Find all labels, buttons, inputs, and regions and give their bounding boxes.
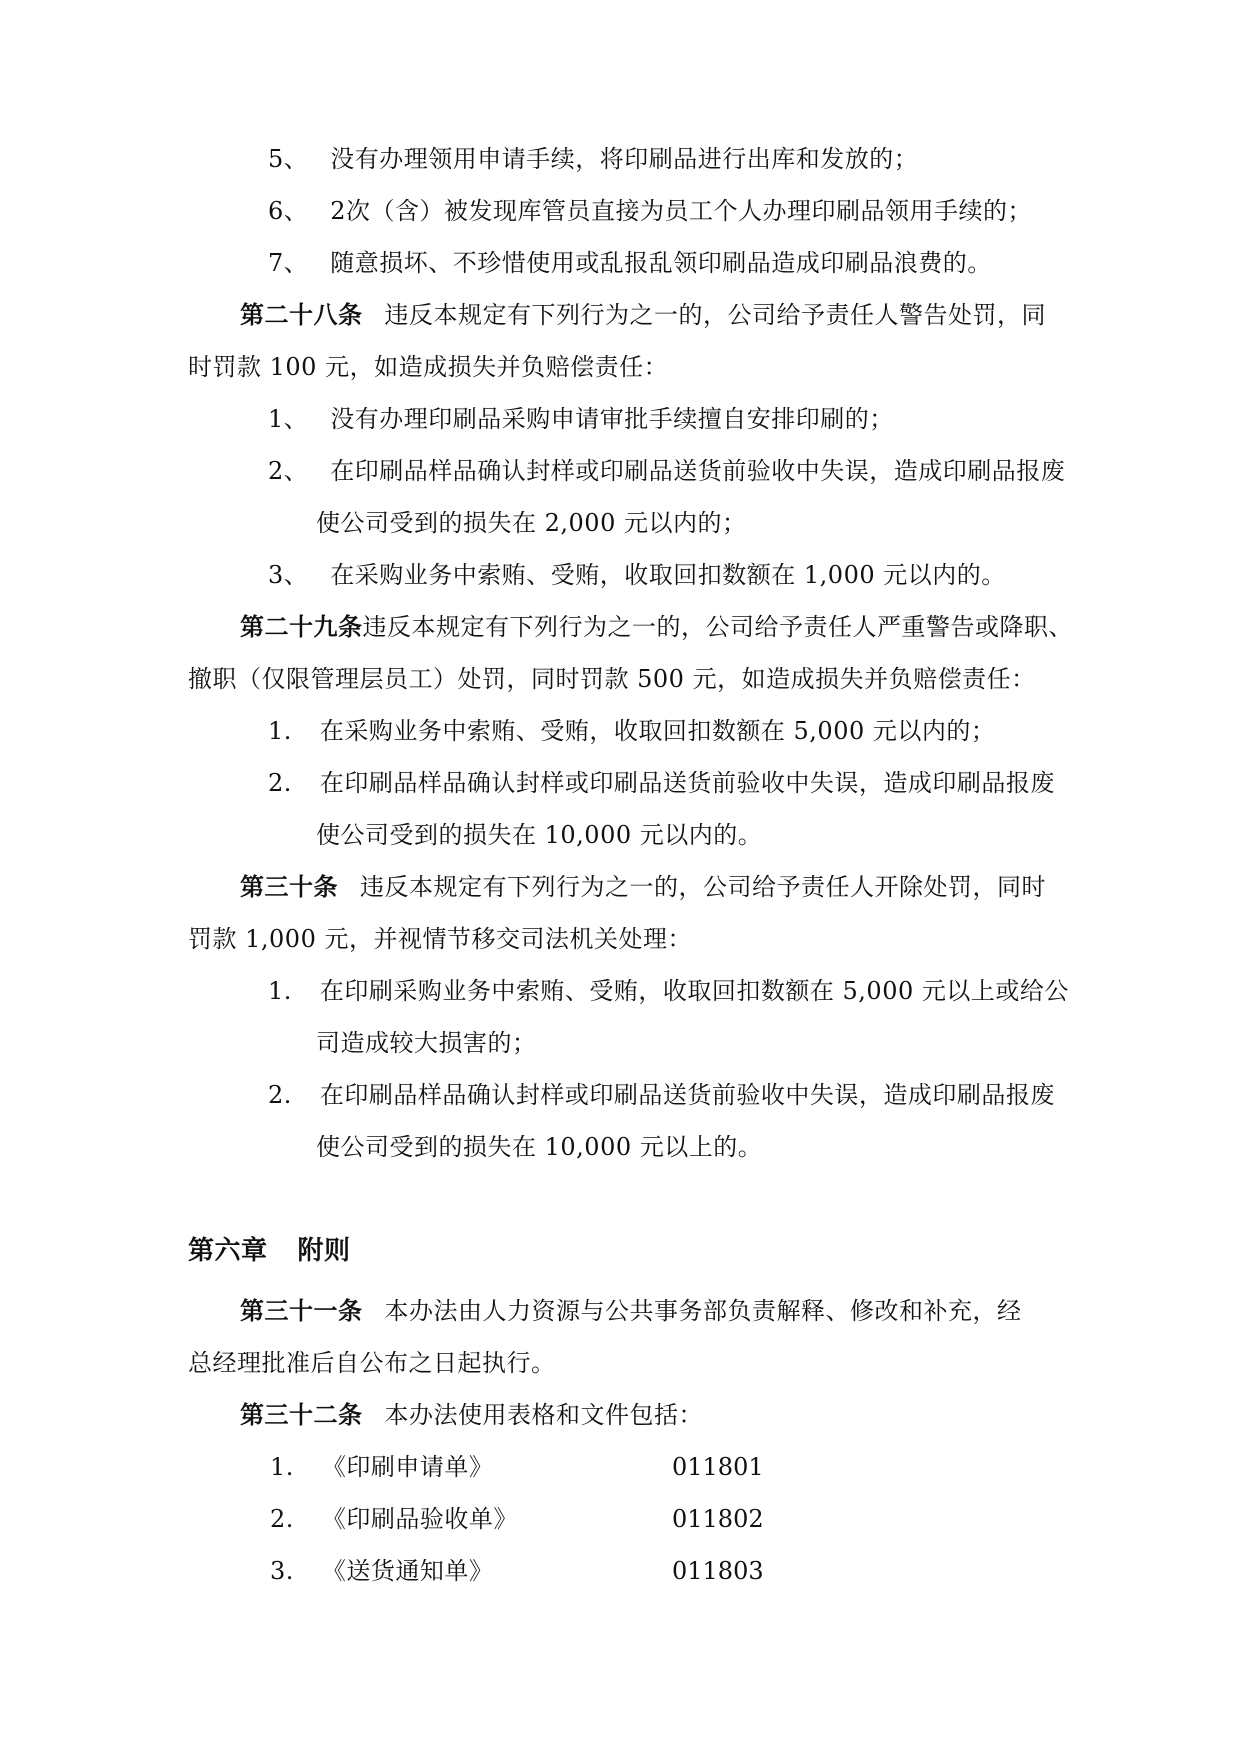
form-code: 011802 xyxy=(672,1505,764,1533)
item-text: 在采购业务中索贿、受贿，收取回扣数额在 1,000 元以内的。 xyxy=(330,561,1006,589)
item-continuation: 使公司受到的损失在 10,000 元以上的。 xyxy=(316,1133,763,1161)
list-item xyxy=(268,768,1055,798)
form-name: 《印刷申请单》 xyxy=(321,1453,494,1481)
item-number: 1、 xyxy=(268,405,309,433)
form-item xyxy=(270,1556,493,1586)
list-item xyxy=(268,716,995,746)
list-item xyxy=(268,976,1069,1006)
list-item xyxy=(268,196,1032,226)
item-text: 2次（含）被发现库管员直接为员工个人办理印刷品领用手续的； xyxy=(330,197,1033,225)
form-item xyxy=(270,1452,493,1482)
item-text: 在采购业务中索贿、受贿，收取回扣数额在 5,000 元以内的； xyxy=(319,717,996,745)
item-text: 没有办理印刷品采购申请审批手续擅自安排印刷的； xyxy=(330,405,894,433)
form-item xyxy=(270,1504,518,1534)
item-number: 3、 xyxy=(268,561,309,589)
item-text: 在印刷品样品确认封样或印刷品送货前验收中失误，造成印刷品报废 xyxy=(330,457,1066,485)
chapter-label: 第六章 xyxy=(188,1236,268,1266)
item-number: 7、 xyxy=(268,249,309,277)
form-code: 011803 xyxy=(672,1557,764,1585)
form-code: 011801 xyxy=(672,1453,764,1481)
list-item xyxy=(268,1080,1055,1110)
item-number: 1. xyxy=(268,717,292,745)
article-text: 违反本规定有下列行为之一的，公司给予责任人严重警告或降职、 xyxy=(362,613,1073,641)
item-continuation: 使公司受到的损失在 2,000 元以内的； xyxy=(316,509,747,537)
item-text: 在印刷采购业务中索贿、受贿，收取回扣数额在 5,000 元以上或给公 xyxy=(319,977,1069,1005)
article-title: 第三十条 xyxy=(240,873,338,901)
list-item xyxy=(268,560,1006,590)
item-number: 2. xyxy=(268,769,292,797)
article-title: 第三十一条 xyxy=(240,1297,363,1325)
article-28 xyxy=(240,300,1046,330)
list-item xyxy=(268,456,1065,486)
article-29-cont: 撤职（仅限管理层员工）处罚，同时罚款 500 元，如造成损失并负赔偿责任： xyxy=(188,665,1036,693)
article-text: 本办法使用表格和文件包括： xyxy=(384,1401,703,1429)
article-title: 第二十八条 xyxy=(240,301,363,329)
form-name: 《印刷品验收单》 xyxy=(321,1505,518,1533)
article-title: 第二十九条 xyxy=(240,613,363,641)
chapter-title: 附则 xyxy=(297,1236,351,1266)
item-number: 3. xyxy=(270,1557,294,1585)
item-number: 2. xyxy=(270,1505,294,1533)
item-number: 1. xyxy=(268,977,292,1005)
item-text: 在印刷品样品确认封样或印刷品送货前验收中失误，造成印刷品报废 xyxy=(319,769,1055,797)
list-item xyxy=(268,404,894,434)
item-text: 没有办理领用申请手续，将印刷品进行出库和发放的； xyxy=(330,145,919,173)
item-text: 随意损坏、不珍惜使用或乱报乱领印刷品造成印刷品浪费的。 xyxy=(330,249,992,277)
article-30-cont: 罚款 1,000 元，并视情节移交司法机关处理： xyxy=(188,925,692,953)
form-name: 《送货通知单》 xyxy=(321,1557,494,1585)
item-number: 2、 xyxy=(268,457,309,485)
item-text: 在印刷品样品确认封样或印刷品送货前验收中失误，造成印刷品报废 xyxy=(319,1081,1055,1109)
item-continuation: 司造成较大损害的； xyxy=(316,1029,537,1057)
list-item xyxy=(268,144,918,174)
item-number: 1. xyxy=(270,1453,294,1481)
article-32 xyxy=(240,1400,703,1430)
article-text: 本办法由人力资源与公共事务部负责解释、修改和补充，经 xyxy=(384,1297,1022,1325)
item-number: 2. xyxy=(268,1081,292,1109)
article-31 xyxy=(240,1296,1022,1326)
item-number: 5、 xyxy=(268,145,309,173)
item-continuation: 使公司受到的损失在 10,000 元以内的。 xyxy=(316,821,763,849)
article-text: 违反本规定有下列行为之一的，公司给予责任人警告处罚，同 xyxy=(384,301,1046,329)
article-29 xyxy=(240,612,1073,642)
item-number: 6、 xyxy=(268,197,309,225)
article-28-cont: 时罚款 100 元，如造成损失并负赔偿责任： xyxy=(188,353,669,381)
chapter-heading xyxy=(188,1236,351,1266)
article-31-cont: 总经理批准后自公布之日起执行。 xyxy=(188,1349,556,1377)
article-title: 第三十二条 xyxy=(240,1401,363,1429)
article-text: 违反本规定有下列行为之一的，公司给予责任人开除处罚，同时 xyxy=(360,873,1046,901)
list-item xyxy=(268,248,992,278)
article-30 xyxy=(240,872,1046,902)
